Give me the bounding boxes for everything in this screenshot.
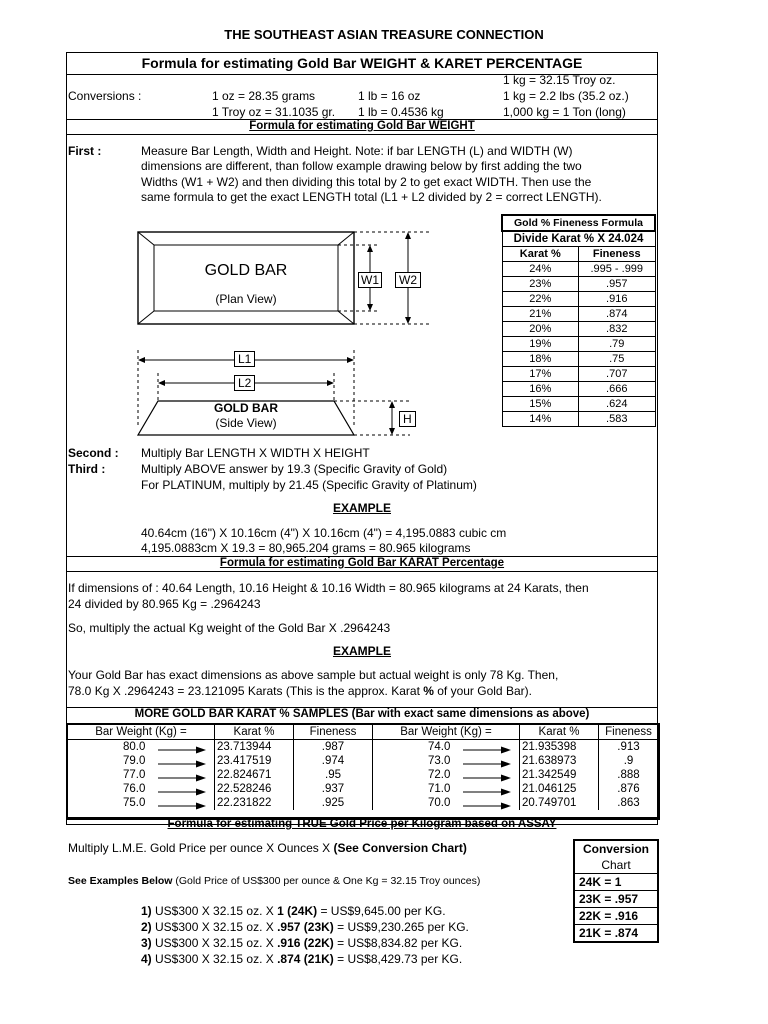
table-row (502, 352, 655, 367)
third-step-text-platinum: For PLATINUM, multiply by 21.45 (Specific Gravity of Platinum) (141, 478, 477, 492)
samples-table (66, 723, 660, 820)
samples-heading-bold: MORE GOLD BAR KARAT % SAMPLES (134, 708, 349, 720)
first-step-label: First : (68, 144, 102, 158)
weight-formula-heading: Formula for estimating Gold Bar WEIGHT (249, 120, 475, 132)
fineness-cell: .987 (294, 740, 373, 754)
bar-weight-value: 75.0 (123, 797, 146, 809)
karat-cell: 21.046125 (520, 782, 599, 796)
divider (66, 134, 658, 135)
karat-example-text: of your Gold Bar). (433, 684, 532, 698)
see-conversion-chart: (See Conversion Chart) (333, 841, 467, 855)
arrow-icon (158, 799, 206, 813)
fineness-cell: .888 (599, 768, 659, 782)
samples-header-row (68, 725, 658, 740)
bar-weight-value: 71.0 (428, 783, 451, 795)
karat-cell: 21.638973 (520, 754, 599, 768)
fineness-formula: Divide Karat % X 24.024 (502, 231, 655, 247)
conversion-kg-lbs: 1 kg = 2.2 lbs (35.2 oz.) (503, 89, 629, 103)
arrow-icon (463, 799, 511, 813)
conversion-lb-kg: 1 lb = 0.4536 kg (358, 105, 444, 119)
samples-col-header: Fineness (599, 725, 659, 740)
fineness-cell: .624 (579, 397, 656, 412)
price-example-line (141, 936, 462, 950)
samples-heading (66, 708, 658, 720)
samples-col-header: Bar Weight (Kg) = (95, 726, 187, 738)
conversion-lb-oz: 1 lb = 16 oz (358, 89, 421, 103)
karat-text-line: 24 divided by 80.965 Kg = .2964243 (68, 597, 261, 611)
bar-weight-value: 70.0 (428, 797, 451, 809)
plan-view-caption: (Plan View) (215, 292, 277, 306)
example-text: US$300 X 32.15 oz. X (151, 904, 278, 918)
fineness-cell: .974 (294, 754, 373, 768)
samples-heading-rest: (Bar with exact same dimensions as above) (348, 708, 590, 720)
conversion-oz-grams: 1 oz = 28.35 grams (212, 89, 316, 103)
fineness-table-title: Gold % Fineness Formula (502, 215, 655, 231)
fineness-cell: .995 - .999 (579, 262, 656, 277)
table-row (68, 754, 658, 768)
karat-cell: 23.417519 (215, 754, 294, 768)
fineness-cell: .9 (599, 754, 659, 768)
samples-col-header: Karat % (215, 725, 294, 740)
example-result: = US$9,645.00 per KG. (317, 904, 446, 918)
divider (66, 571, 658, 572)
fineness-cell: .925 (294, 796, 373, 810)
bar-weight-value: 80.0 (123, 741, 146, 753)
document-subtitle: Formula for estimating Gold Bar WEIGHT & KARET PERCENTAGE (141, 55, 583, 71)
karat-cell: 16% (502, 382, 579, 397)
fineness-cell: .79 (579, 337, 656, 352)
plan-view-title: GOLD BAR (204, 262, 288, 279)
fineness-cell: .707 (579, 367, 656, 382)
fineness-col-header: Karat % (502, 247, 579, 262)
table-row (68, 796, 658, 810)
karat-formula-heading: Formula for estimating Gold Bar KARAT Percentage (219, 557, 505, 569)
side-view-caption: (Side View) (215, 416, 277, 430)
bar-weight-cell (68, 740, 215, 754)
h-label: H (399, 411, 416, 427)
conversion-chart-subtitle: Chart (574, 857, 658, 874)
see-examples-label: See Examples Below (68, 875, 173, 887)
example-number: 2) (141, 920, 152, 934)
table-row (502, 397, 655, 412)
karat-example-text: 78.0 Kg X .2964243 = 23.121095 Karats (This is the approx. Karat (68, 684, 424, 698)
karat-cell: 14% (502, 412, 579, 427)
table-row (68, 740, 658, 754)
conversion-troy-grams: 1 Troy oz = 31.1035 gr. (212, 105, 336, 119)
bar-weight-value: 72.0 (428, 769, 451, 781)
karat-cell: 20.749701 (520, 796, 599, 810)
table-row (502, 412, 655, 427)
karat-cell: 24% (502, 262, 579, 277)
w2-label: W2 (395, 272, 421, 288)
price-formula-heading: Formula for estimating TRUE Gold Price per Kilogram based on ASSAY (167, 818, 557, 830)
fineness-cell: .666 (579, 382, 656, 397)
table-row (502, 277, 655, 292)
weight-example-heading: EXAMPLE (332, 501, 391, 515)
karat-cell: 20% (502, 322, 579, 337)
samples-col-header: Karat % (520, 725, 599, 740)
l1-label: L1 (234, 351, 255, 367)
example-result: = US$8,834.82 per KG. (333, 936, 463, 950)
karat-cell: 17% (502, 367, 579, 382)
page-title: THE SOUTHEAST ASIAN TREASURE CONNECTION (224, 27, 544, 42)
samples-col-header: Fineness (294, 725, 373, 740)
bar-weight-value: 79.0 (123, 755, 146, 767)
bar-weight-cell (373, 768, 520, 782)
conversions-label: Conversions : (68, 89, 142, 103)
karat-text-line: So, multiply the actual Kg weight of the Gold Bar X .2964243 (68, 621, 391, 635)
examples-note: (Gold Price of US$300 per ounce & One Kg = 32.15 Troy ounces) (172, 875, 481, 887)
example-result: = US$9,230.265 per KG. (333, 920, 469, 934)
example-text: US$300 X 32.15 oz. X (151, 952, 278, 966)
gold-bar-diagram (130, 225, 430, 425)
bar-weight-cell (373, 740, 520, 754)
price-line-2 (68, 875, 480, 887)
karat-cell: 22.528246 (215, 782, 294, 796)
example-text: US$300 X 32.15 oz. X (151, 920, 278, 934)
karat-cell: 21.935398 (520, 740, 599, 754)
table-row (68, 782, 658, 796)
example-text: US$300 X 32.15 oz. X (151, 936, 278, 950)
karat-example-heading: EXAMPLE (332, 644, 391, 658)
karat-cell: 23.713944 (215, 740, 294, 754)
conversion-chart-title: Conversion (574, 840, 658, 857)
side-view-title: GOLD BAR (214, 401, 278, 415)
example-number: 1) (141, 904, 152, 918)
bar-weight-value: 74.0 (428, 741, 451, 753)
karat-cell: 22.231822 (215, 796, 294, 810)
conversion-chart-row: 24K = 1 (574, 874, 658, 891)
karat-cell: 21.342549 (520, 768, 599, 782)
price-line-text: Multiply L.M.E. Gold Price per ounce X Ounces X (68, 841, 334, 855)
second-step-label: Second : (68, 446, 119, 460)
first-step-line: Measure Bar Length, Width and Height. Note: if bar LENGTH (L) and WIDTH (W) (141, 144, 573, 158)
l2-label: L2 (234, 375, 255, 391)
table-row (502, 292, 655, 307)
fineness-cell: .937 (294, 782, 373, 796)
bar-weight-cell (373, 796, 520, 810)
third-step-label: Third : (68, 462, 106, 476)
karat-example-line (68, 684, 532, 698)
bar-weight-cell (373, 782, 520, 796)
example-number: 3) (141, 936, 152, 950)
price-example-line (141, 952, 462, 966)
price-example-line (141, 904, 446, 918)
percent-sign: % (423, 684, 434, 698)
table-row (502, 367, 655, 382)
first-step-line: Widths (W1 + W2) and then dividing this total by 2 to get exact WIDTH. Then use the (141, 175, 592, 189)
weight-example-line: 4,195.0883cm X 19.3 = 80,965.204 grams = 80.965 kilograms (141, 541, 471, 555)
first-step-line: same formula to get the exact LENGTH total (L1 + L2 divided by 2 = correct LENGTH). (141, 190, 602, 204)
conversion-kg-ton: 1,000 kg = 1 Ton (long) (503, 105, 626, 119)
fineness-cell: .95 (294, 768, 373, 782)
fineness-cell: .957 (579, 277, 656, 292)
fineness-cell: .874 (579, 307, 656, 322)
karat-cell: 22.824671 (215, 768, 294, 782)
bar-weight-cell (373, 754, 520, 768)
bar-weight-value: 76.0 (123, 783, 146, 795)
price-line-1 (68, 841, 467, 855)
table-row (68, 768, 658, 782)
second-step-text: Multiply Bar LENGTH X WIDTH X HEIGHT (141, 446, 370, 460)
table-row (502, 382, 655, 397)
karat-text-line: If dimensions of : 40.64 Length, 10.16 Height & 10.16 Width = 80.965 kilograms at 24 Karats, then (68, 581, 589, 595)
karat-cell: 22% (502, 292, 579, 307)
conversion-chart-row: 22K = .916 (574, 908, 658, 925)
karat-cell: 18% (502, 352, 579, 367)
conversion-chart-row: 21K = .874 (574, 925, 658, 943)
example-result: = US$8,429.73 per KG. (333, 952, 463, 966)
conversion-kg-troy: 1 kg = 32.15 Troy oz. (503, 73, 616, 87)
fineness-cell: .913 (599, 740, 659, 754)
example-factor: .874 (21K) (277, 952, 334, 966)
conversion-chart-row: 23K = .957 (574, 891, 658, 908)
fineness-cell: .876 (599, 782, 659, 796)
example-factor: 1 (24K) (277, 904, 318, 918)
karat-cell: 23% (502, 277, 579, 292)
w1-label: W1 (358, 272, 382, 288)
price-example-line (141, 920, 469, 934)
karat-example-line: Your Gold Bar has exact dimensions as above sample but actual weight is only 78 Kg. Then, (68, 668, 559, 682)
first-step-line: dimensions are different, than follow example drawing below by first adding the two (141, 159, 582, 173)
bar-weight-value: 77.0 (123, 769, 146, 781)
example-factor: .957 (23K) (277, 920, 334, 934)
table-row (502, 337, 655, 352)
bar-weight-cell (68, 782, 215, 796)
table-row (502, 262, 655, 277)
bar-weight-cell (68, 796, 215, 810)
example-factor: .916 (22K) (277, 936, 334, 950)
table-row (502, 322, 655, 337)
fineness-col-header: Fineness (579, 247, 656, 262)
karat-cell: 19% (502, 337, 579, 352)
karat-cell: 15% (502, 397, 579, 412)
samples-col-header: Bar Weight (Kg) = (373, 725, 520, 740)
fineness-cell: .863 (599, 796, 659, 810)
conversion-chart (573, 839, 657, 943)
weight-example-line: 40.64cm (16") X 10.16cm (4") X 10.16cm (4") = 4,195.0883 cubic cm (141, 526, 507, 540)
bar-weight-cell (68, 754, 215, 768)
bar-weight-value: 73.0 (428, 755, 451, 767)
fineness-table (501, 214, 656, 427)
third-step-text: Multiply ABOVE answer by 19.3 (Specific Gravity of Gold) (141, 462, 448, 476)
fineness-cell: .583 (579, 412, 656, 427)
example-number: 4) (141, 952, 152, 966)
fineness-cell: .916 (579, 292, 656, 307)
bar-weight-cell (68, 768, 215, 782)
fineness-cell: .832 (579, 322, 656, 337)
fineness-cell: .75 (579, 352, 656, 367)
table-row (502, 307, 655, 322)
karat-cell: 21% (502, 307, 579, 322)
